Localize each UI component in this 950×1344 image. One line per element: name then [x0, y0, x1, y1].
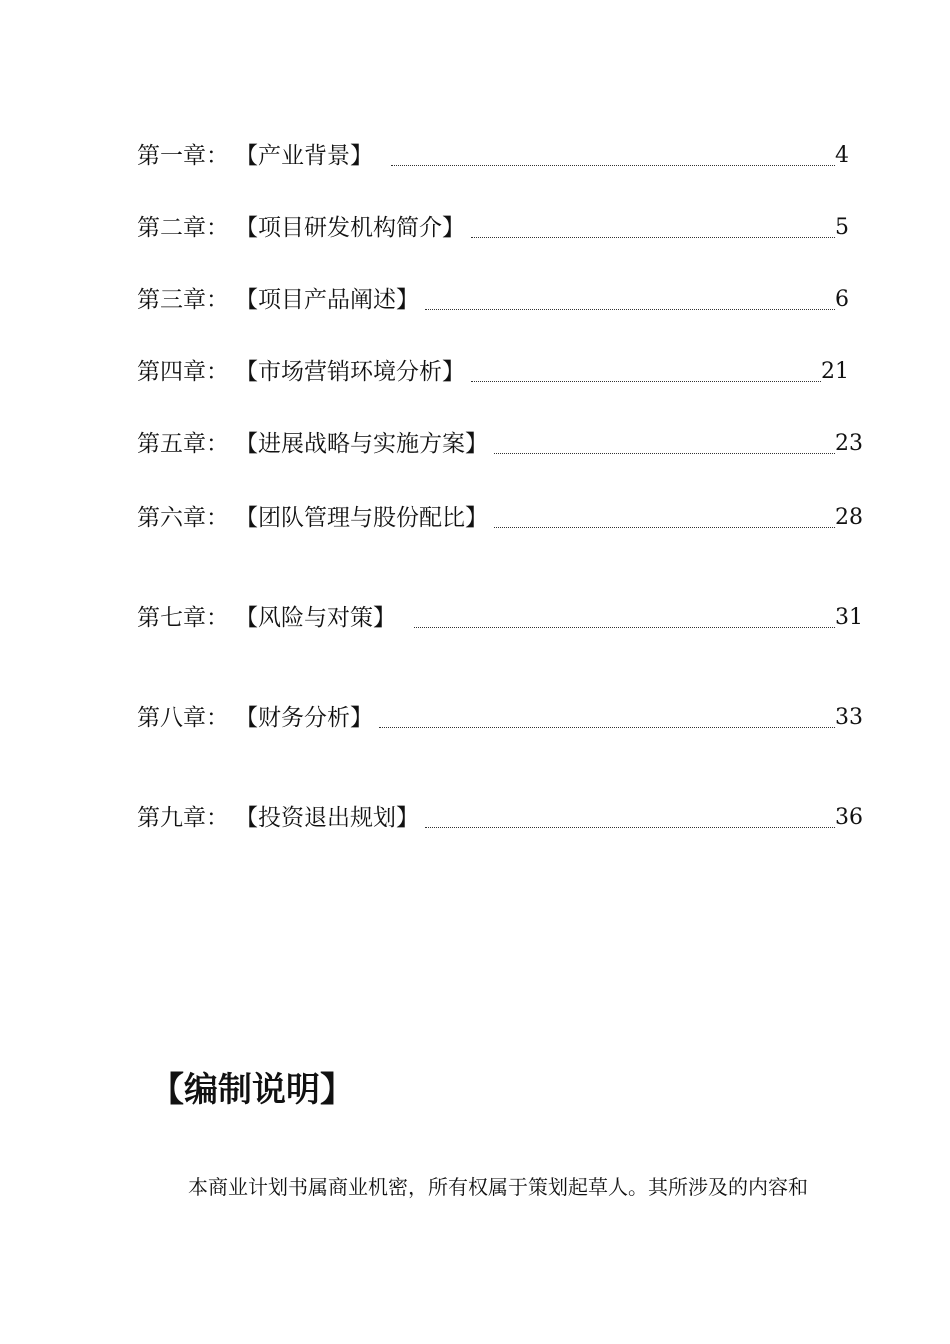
toc-chapter-title: 【市场营销环境分析】 — [235, 359, 465, 385]
toc-chapter-label: 第三章： — [137, 287, 229, 313]
toc-page-number: 36 — [835, 805, 863, 830]
toc-chapter-label: 第七章： — [137, 605, 229, 631]
toc-entry-5[interactable] — [137, 422, 863, 458]
toc-chapter-title: 【产业背景】 — [235, 143, 373, 169]
toc-page-number: 31 — [835, 605, 863, 630]
toc-dot-leader — [391, 165, 835, 166]
toc-page-number: 21 — [821, 359, 849, 384]
toc-chapter-label: 第四章： — [137, 359, 229, 385]
toc-chapter-label: 第九章： — [137, 805, 229, 831]
section-heading: 【编制说明】 — [150, 1070, 354, 1110]
toc-entry-4[interactable] — [137, 350, 849, 386]
toc-page-number: 33 — [835, 705, 863, 730]
toc-dot-leader — [414, 627, 835, 628]
toc-page-number: 28 — [835, 505, 863, 530]
toc-entry-2[interactable] — [137, 206, 849, 242]
toc-chapter-title: 【项目产品阐述】 — [235, 287, 419, 313]
toc-page-number: 4 — [835, 143, 849, 168]
section-paragraph: 本商业计划书属商业机密，所有权属于策划起草人。其所涉及的内容和 — [188, 1175, 808, 1199]
toc-dot-leader — [425, 309, 835, 310]
toc-page-number: 5 — [835, 215, 849, 240]
toc-entry-3[interactable] — [137, 278, 849, 314]
toc-chapter-label: 第五章： — [137, 431, 229, 457]
toc-chapter-label: 第二章： — [137, 215, 229, 241]
toc-chapter-title: 【团队管理与股份配比】 — [235, 505, 488, 531]
toc-chapter-title: 【项目研发机构简介】 — [235, 215, 465, 241]
toc-entry-1[interactable] — [137, 134, 849, 170]
toc-page-number: 23 — [835, 431, 863, 456]
toc-chapter-title: 【进展战略与实施方案】 — [235, 431, 488, 457]
toc-chapter-label: 第六章： — [137, 505, 229, 531]
toc-chapter-title: 【风险与对策】 — [235, 605, 396, 631]
toc-chapter-title: 【财务分析】 — [235, 705, 373, 731]
toc-dot-leader — [425, 827, 835, 828]
toc-chapter-title: 【投资退出规划】 — [235, 805, 419, 831]
toc-dot-leader — [471, 237, 835, 238]
toc-entry-9[interactable] — [137, 796, 863, 832]
toc-entry-6[interactable] — [137, 496, 863, 532]
toc-chapter-label: 第八章： — [137, 705, 229, 731]
toc-dot-leader — [494, 453, 835, 454]
toc-dot-leader — [379, 727, 835, 728]
toc-page-number: 6 — [835, 287, 849, 312]
toc-entry-8[interactable] — [137, 696, 863, 732]
toc-entry-7[interactable] — [137, 596, 863, 632]
toc-chapter-label: 第一章： — [137, 143, 229, 169]
toc-dot-leader — [471, 381, 821, 382]
toc-dot-leader — [494, 527, 835, 528]
